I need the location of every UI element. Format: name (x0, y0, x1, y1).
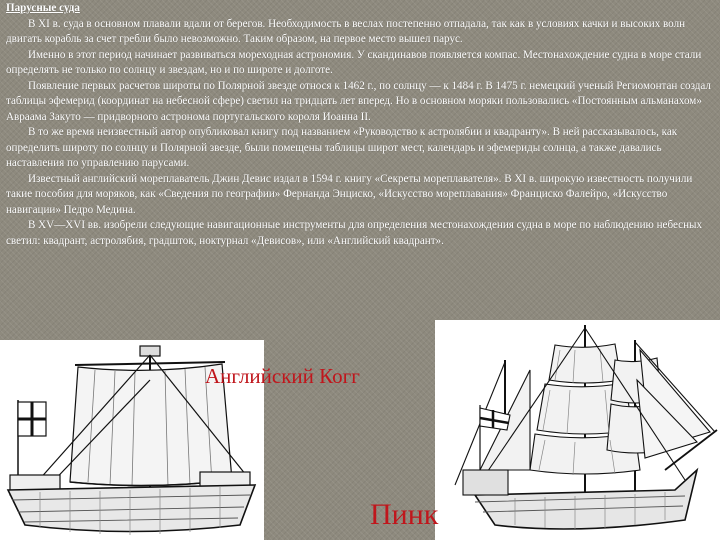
pink-caption: Пинк (370, 498, 439, 531)
paragraph-1: В XI в. суда в основном плавали вдали от берегов. Необходимость в веслах постепенно отпадала, так как в условиях качки и высоких волн двигать корабль за счет гребли было невозможно. Таким образом, на первое место вышел парус. (6, 17, 686, 45)
article-text (6, 1, 712, 249)
pink-ship-illustration (435, 320, 720, 540)
paragraph-3: Появление первых расчетов широты по Полярной звезде относя к 1462 г., по солнцу — к 1484 г. В 1475 г. немецкий ученый Региомонтан создал таблицы эфемерид (координат на небесной сфере) светил на тридцать лет вперед. Но в основном моряки пользовались «Постоянным альманахом» Авраама Закуто — придворного астронома португальского короля Иоанна II. (6, 79, 711, 123)
paragraph-6: В XV—XVI вв. изобрели следующие навигационные инструменты для определения местонахождения судна в море по наблюдению небесных светил: квадрант, астролябия, градшток, ноктурнал «Девисов», или «Английский квадрант». (6, 219, 703, 247)
paragraph-4: В то же время неизвестный автор опубликовал книгу под названием «Руководство к астролябии и квадранту». В ней рассказывалось, как определить широту по солнцу и Полярной звезде, были помещены таблицы широт мест, календарь и эфемериды солнца, а также давались наставления по управлению парусами. (6, 126, 678, 169)
article-title: Парусные суда (6, 2, 80, 14)
paragraph-2: Именно в этот период начинает развиваться мореходная астрономия. У скандинавов появляется компас. Местонахождение судна в море стали определять не только по солнцу и звездам, но и по широте и долготе. (6, 48, 702, 76)
cog-caption: Английский Когг (205, 364, 360, 388)
paragraph-5: Известный английский мореплаватель Джин Девис издал в 1594 г. книгу «Секреты мореплавателя». В XI в. широкую известность получили такие пособия для моряков, как «Сведения по географии» Фернанда Энциско, «Искусство мореплавания» Франциско Фалейро, «Искусство навигации» Педро Медина. (6, 172, 693, 216)
